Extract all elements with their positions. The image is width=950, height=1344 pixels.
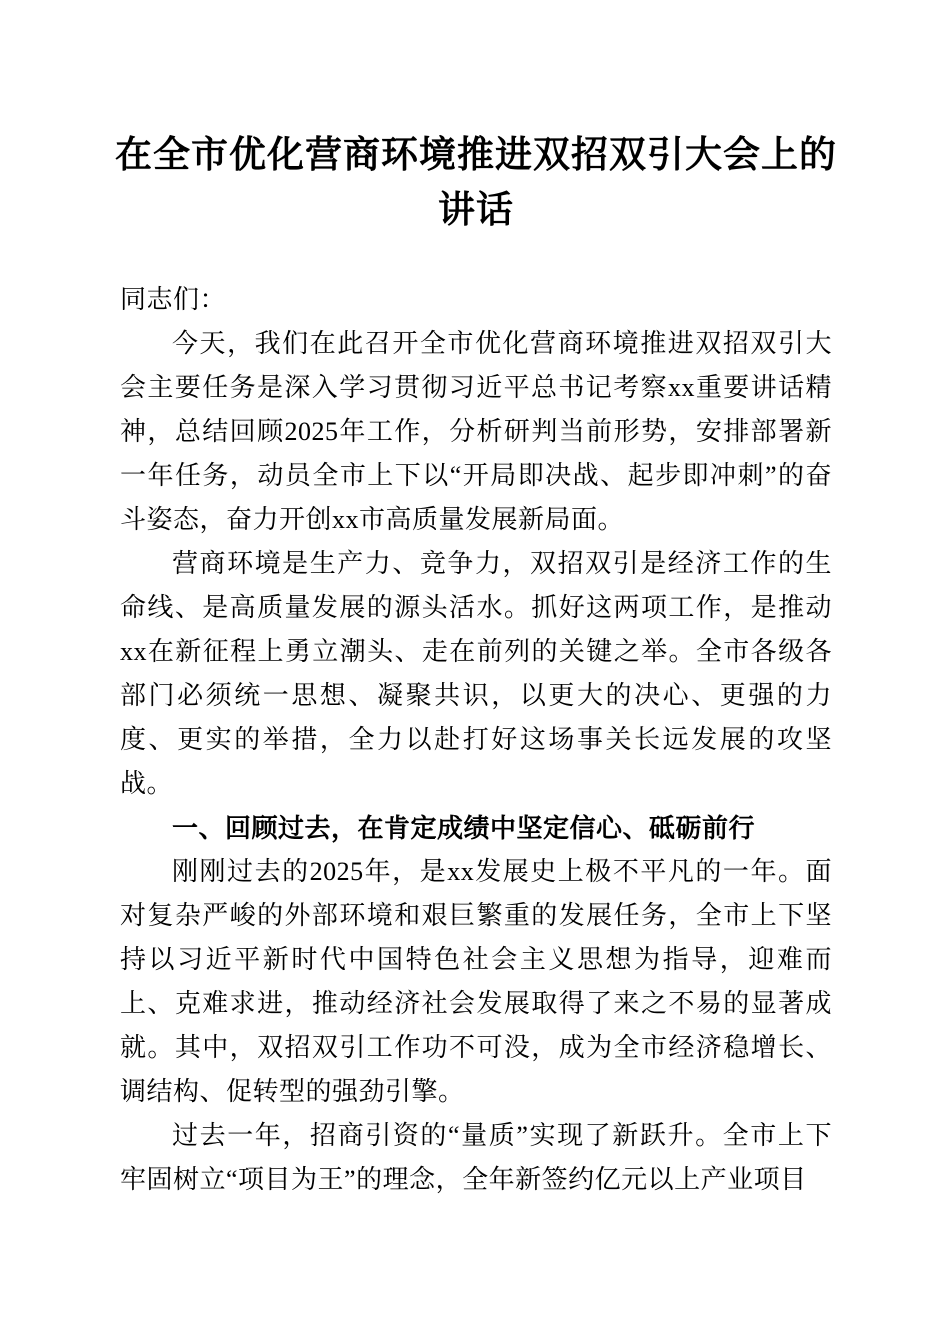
section-heading-review-past: 一、回顾过去，在肯定成绩中坚定信心、砥砺前行 xyxy=(172,813,756,843)
paragraph-business-environment-importance: 营商环境是生产力、竞争力，双招双引是经济工作的生命线、是高质量发展的源头活水。抓好这两项工作，是推动xx在新征程上勇立潮头、走在前列的关键之举。全市各级各部门必须统一思想、凝聚共识，以更大的决心、更强的力度、更实的举措，全力以赴打好这场事关长远发展的攻坚战。 xyxy=(120,549,832,798)
salutation: 同志们： xyxy=(120,285,227,314)
document-body xyxy=(120,278,832,1202)
paragraph-meeting-purpose: 今天，我们在此召开全市优化营商环境推进双招双引大会主要任务是深入学习贯彻习近平总书记考察xx重要讲话精神，总结回顾2025年工作，分析研判当前形势，安排部署新一年任务，动员全市上下以“开局即决战、起步即冲刺”的奋斗姿态，奋力开创xx市高质量发展新局面。 xyxy=(120,329,832,534)
paragraph-investment-quality-leap: 过去一年，招商引资的“量质”实现了新跃升。全市上下牢固树立“项目为王”的理念，全年新签约亿元以上产业项目 xyxy=(120,1121,832,1194)
paragraph-2025-review: 刚刚过去的2025年，是xx发展史上极不平凡的一年。面对复杂严峻的外部环境和艰巨繁重的发展任务，全市上下坚持以习近平新时代中国特色社会主义思想为指导，迎难而上、克难求进，推动经济社会发展取得了来之不易的显著成就。其中，双招双引工作功不可没，成为全市经济稳增长、调结构、促转型的强劲引擎。 xyxy=(120,857,832,1106)
document-title: 在全市优化营商环境推进双招双引大会上的讲话 xyxy=(115,135,837,231)
